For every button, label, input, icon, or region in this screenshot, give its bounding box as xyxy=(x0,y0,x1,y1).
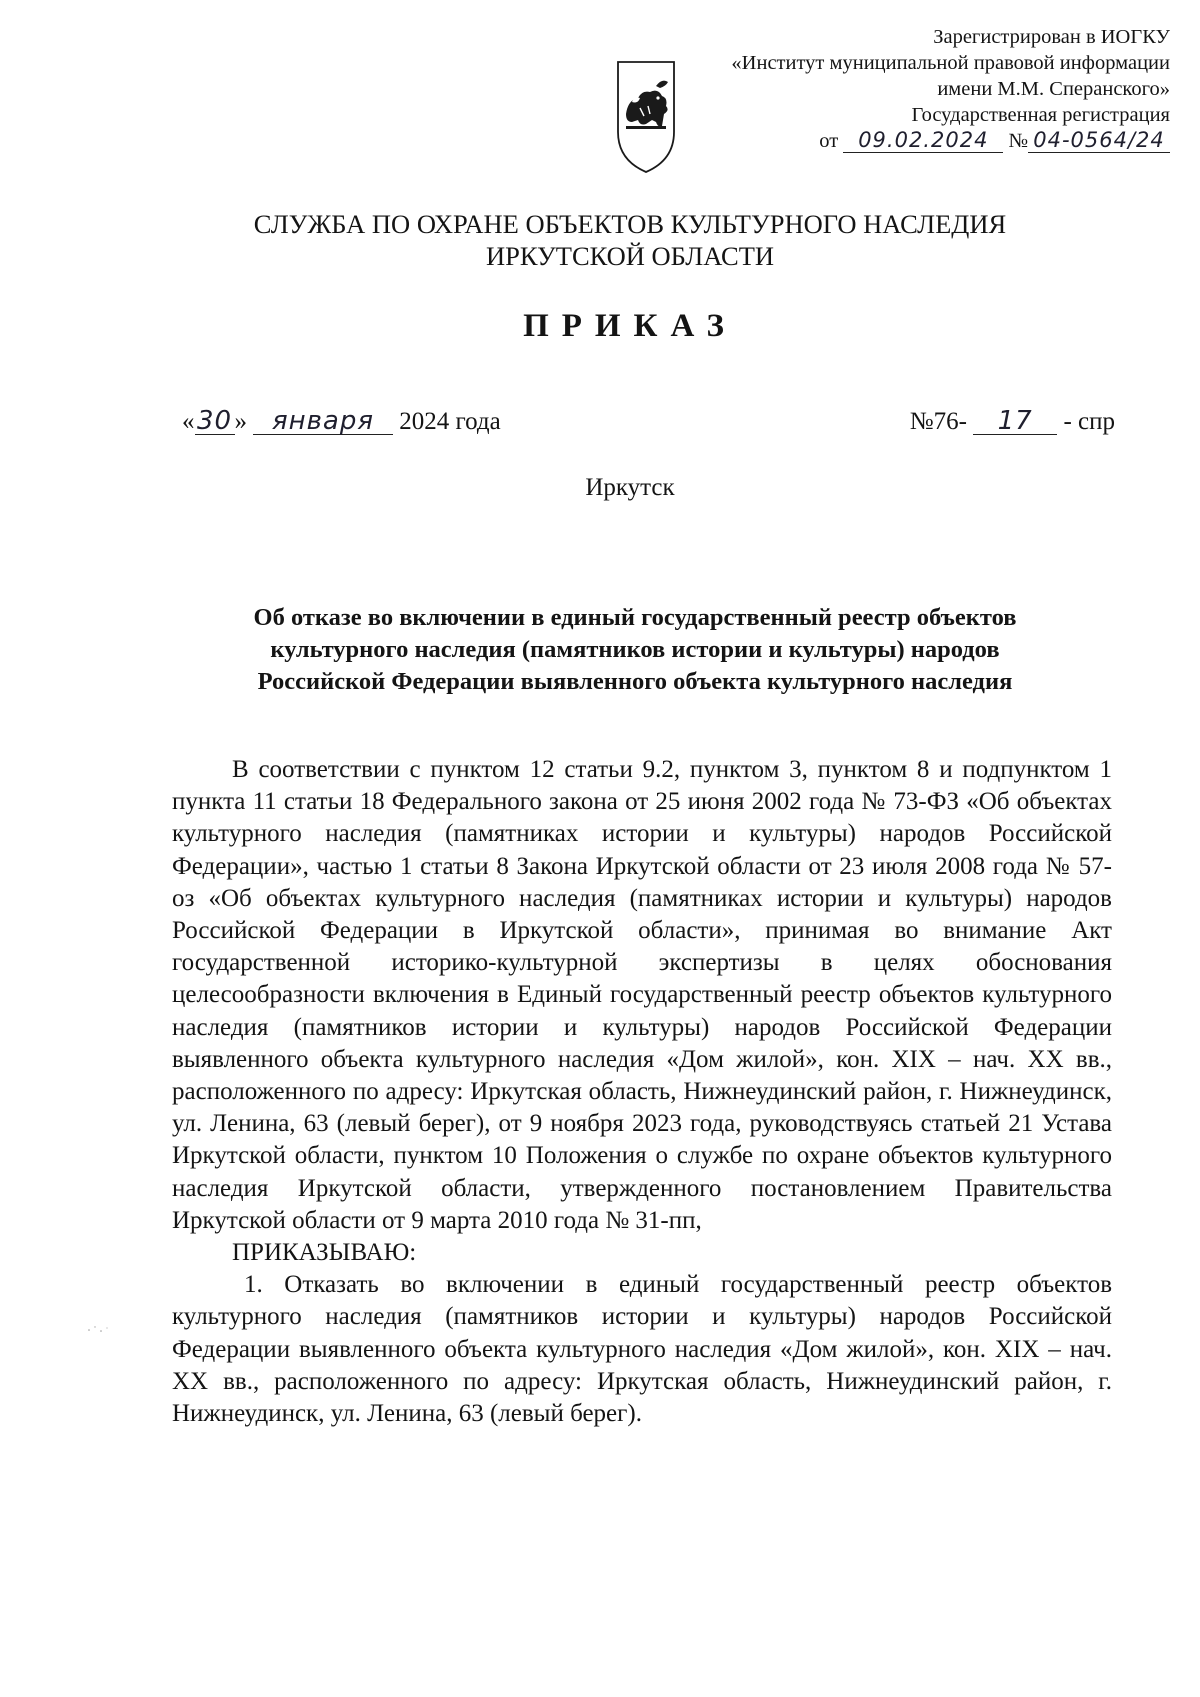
date-open-quote: « xyxy=(182,408,195,435)
agency-name-line-2: ИРКУТСКОЙ ОБЛАСТИ xyxy=(485,241,775,271)
order-number-prefix: №76- xyxy=(909,408,967,435)
agency-header xyxy=(150,208,1110,272)
scan-speck-mark xyxy=(86,1322,112,1336)
order-date xyxy=(182,408,501,436)
registration-date-number-line xyxy=(610,128,1170,154)
order-item-1: 1. Отказать во включении в единый государственный реестр объектов культурного наследия (памятников истории и культуры) народов Российской Федерации выявленного объекта культурного наследия «Дом жилой», кон. XIX – нач. XX вв., расположенного по адресу: Иркутская область, Нижнеудинский район, г. Нижнеудинск, ул. Ленина, 63 (левый берег). xyxy=(172,1271,1112,1428)
registration-line-2: «Институт муниципальной правовой информации xyxy=(731,52,1170,74)
order-number-suffix: - спр xyxy=(1063,408,1115,435)
order-number-handwritten: 17 xyxy=(973,408,1057,435)
order-subject xyxy=(175,602,1095,698)
registration-line-3: имени М.М. Сперанского» xyxy=(937,78,1170,100)
order-number xyxy=(910,408,1115,436)
registration-date-prefix: от xyxy=(819,130,839,152)
order-body xyxy=(172,754,1112,1430)
subject-line-2: культурного наследия (памятников истории и культуры) народов xyxy=(270,636,1000,663)
city-name: Иркутск xyxy=(585,474,675,501)
subject-line-3: Российской Федерации выявленного объекта культурного наследия xyxy=(257,668,1013,695)
order-word: ПРИКАЗЫВАЮ: xyxy=(232,1239,417,1267)
date-day-handwritten: 30 xyxy=(195,408,235,435)
registration-number-prefix: № xyxy=(1008,130,1028,152)
agency-name-line-1: СЛУЖБА ПО ОХРАНЕ ОБЪЕКТОВ КУЛЬТУРНОГО НАСЛЕДИЯ xyxy=(253,209,1007,239)
date-month-handwritten: января xyxy=(253,408,393,435)
date-year-text: 2024 года xyxy=(399,408,501,435)
registration-line-1: Зарегистрирован в ИОГКУ xyxy=(933,26,1170,48)
subject-line-1: Об отказе во включении в единый государственный реестр объектов xyxy=(253,604,1017,631)
registration-stamp xyxy=(610,24,1170,154)
date-close-quote: » xyxy=(234,408,247,435)
registration-date-handwritten: 09.02.2024 xyxy=(843,128,1003,153)
preamble-paragraph: В соответствии с пунктом 12 статьи 9.2, пунктом 3, пунктом 8 и подпунктом 1 пункта 11 статьи 18 Федерального закона от 25 июня 2002 года № 73-ФЗ «Об объектах культурного наследия (памятниках истории и культуры) народов Российской Федерации», частью 1 статьи 8 Закона Иркутской области от 23 июля 2008 года № 57-оз «Об объектах культурного наследия (памятниках истории и культуры) народов Российской Федерации в Иркутской области», принимая во внимание Акт государственной историко-культурной экспертизы в целях обоснования целесообразности включения в Единый государственный реестр объектов культурного наследия (памятников истории и культуры) народов Российской Федерации выявленного объекта культурного наследия «Дом жилой», кон. XIX – нач. XX вв., расположенного по адресу: Иркутская область, Нижнеудинский район, г. Нижнеудинск, ул. Ленина, 63 (левый берег), от 9 ноября 2023 года, руководствуясь статьей 21 Устава Иркутской области, пунктом 10 Положения о службе по охране объектов культурного наследия Иркутской области, утвержденного постановлением Правительства Иркутской области от 9 марта 2010 года № 31-пп, xyxy=(172,756,1112,1234)
registration-line-4: Государственная регистрация xyxy=(911,104,1170,126)
document-title: ПРИКАЗ xyxy=(523,308,737,344)
registration-number-handwritten: 04-0564/24 xyxy=(1028,128,1170,153)
